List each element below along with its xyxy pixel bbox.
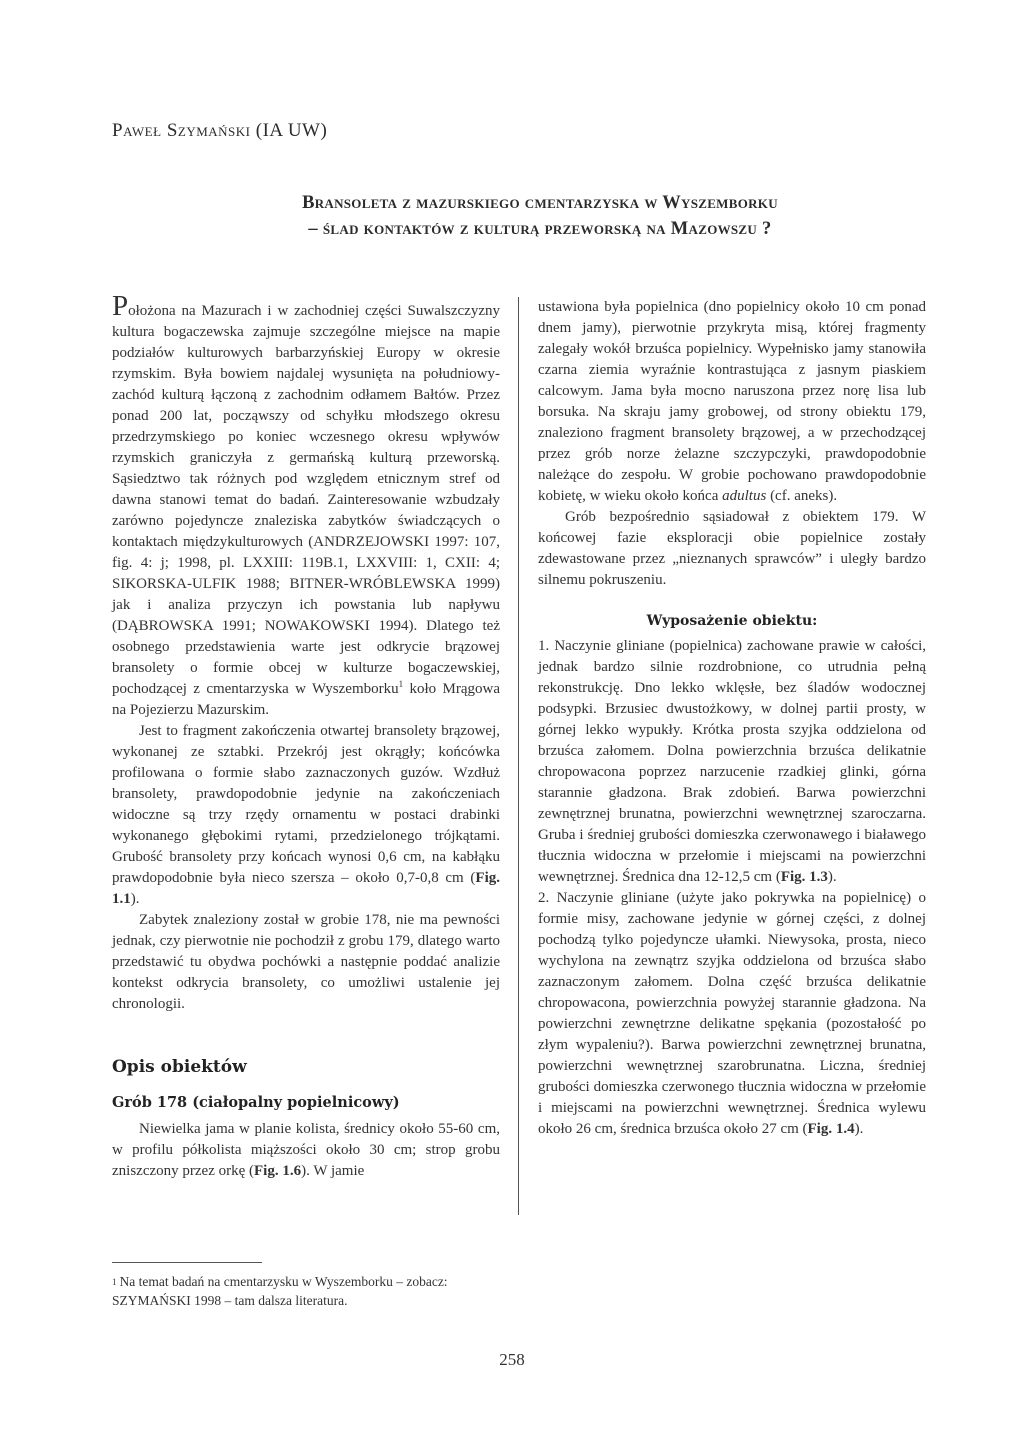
intro-text: ołożona na Mazurach i w zachodniej części Suwalszczyzny kultura bogaczewska zajmuje szczególne miejsce na mapie podziałów kulturowych barbarzyńskiej Europy w okresie rzymskim. Była bowiem najdalej wysunięta na południowy-zachód kulturą łączoną z zachodnim odłamem Bałtów. Przez ponad 200 lat, począwszy od schyłku młodszego okresu przedrzymskiego po koniec wczesnego okresu wpływów rzymskich graniczyła z germańską kulturą przeworską. Sąsiedztwo tak różnych pod względem etnicznym stref od dawna stanowi temat do badań. Zainteresowanie wzbudzały zarówno pojedyncze znaleziska zabytków świadczących o kontaktach międzykulturowych (ANDRZEJOWSKI 1997: 107, fig. 4: j; 1998, pl. LXXIII: 119B.1, LXXVIII: 1, CXII: 4; SIKORSKA-ULFIK 1988; BITNER-WRÓBLEWSKA 1999) jak i analiza przyczyn ich powstania lub napływu (DĄBROWSKA 1991; NOWAKOWSKI 1994). Dlatego też osobnego przedstawienia warte jest odkrycie brązowej bransolety o formie obcej w kulturze bogaczewskiej, pochodzącej z cmentarzyska w Wyszemborku xyxy=(112,303,500,697)
inventory-heading: Wyposażenie obiektu: xyxy=(646,613,818,629)
article-title xyxy=(195,190,885,242)
footnote xyxy=(112,1272,512,1310)
title-line-1: Bransoleta z mazurskiego cmentarzyska w Wyszemborku xyxy=(302,193,778,213)
author-line: Paweł Szymański (IA UW) xyxy=(112,120,328,141)
footnote-reference: 1 xyxy=(398,679,404,689)
figure-reference: Fig. 1.3 xyxy=(780,869,828,885)
right-column xyxy=(538,297,926,1140)
section-heading: Opis obiektów xyxy=(112,1057,247,1077)
inventory-item-2 xyxy=(538,888,926,1140)
description-tail: ). xyxy=(130,891,140,907)
figure-reference: Fig. 1.4 xyxy=(807,1121,855,1137)
description-text: Jest to fragment zakończenia otwartej bransolety brązowej, wykonanej ze sztabki. Przekrój jest okrągły; końcówka profilowana o formie słabo zaznaczonych guzów. Wzdłuż bransolety, prawdopodobnie jedynie na zakończeniach widoczne są trzy rzędy ornamentu w postaci drabinki wykonanego głębokimi rytami, przedzielonego trójkątami. Grubość bransolety przy końcach wynosi 0,6 cm, na kabłąku prawdopodobnie była nieco szersza – około 0,7-0,8 cm ( xyxy=(112,723,500,886)
footnote-separator xyxy=(112,1262,262,1263)
context-paragraph: Zabytek znaleziony został w grobie 178, nie ma pewności jednak, czy pierwotnie nie pochodził z grobu 179, dlatego warto przedstawić tu obydwa pochówki a następnie poddać analizie kontekst odkrycia bransolety, co umożliwi ustalenie jej chronologii. xyxy=(112,912,500,1012)
description-paragraph xyxy=(112,721,500,910)
italic-term: adultus xyxy=(722,488,767,504)
figure-reference: Fig. 1.1 xyxy=(112,870,500,907)
page-number: 258 xyxy=(499,1350,525,1369)
column-divider xyxy=(518,297,519,1215)
inventory-item-1 xyxy=(538,636,926,888)
intro-paragraph xyxy=(112,290,500,721)
grave-continuation-tail: (cf. aneks). xyxy=(766,488,838,504)
grave-description-text: Niewielka jama w planie kolista, średnicy około 55-60 cm, w profilu półkolista miąższości około 30 cm; strop grobu zniszczony przez orkę ( xyxy=(112,1121,500,1179)
footnote-text: Na temat badań na cmentarzysku w Wyszemborku – zobacz: SZYMAŃSKI 1998 – tam dalsza literatura. xyxy=(112,1274,448,1308)
drop-cap: P xyxy=(112,290,129,322)
subsection-heading: Grób 178 (ciałopalny popielnicowy) xyxy=(112,1094,400,1111)
left-column xyxy=(112,290,500,1182)
inventory-item-2-text: 2. Naczynie gliniane (użyte jako pokrywka na popielnicę) o formie misy, zachowane jedynie w górnej części, z dolnej pochodzą tylko pojedyncze ułamki. Niewysoka, prosta, nieco wychylona na zewnątrz szyjka oddzielona od brzuśca słabo zaznaczonym załomem. Dolna część brzuśca delikatnie chropowacona, powierzchnia powyżej starannie gładzona. Na powierzchni zewnętrzne delikatne spękania (pozostałość po złym wypaleniu?). Barwa powierzchni zewnętrznej brunatna, powierzchni wewnętrznej szarobrunatna. Liczna, średniej grubości domieszka czerwonego tłucznia widoczna w przełomie i miejscami na powierzchni wewnętrznej. Średnica wylewu około 26 cm, średnica brzuśca około 27 cm ( xyxy=(538,890,926,1137)
inventory-item-1-tail: ). xyxy=(827,869,837,885)
neighbour-paragraph: Grób bezpośrednio sąsiadował z obiektem 179. W końcowej fazie eksploracji obie popielnice zostały zdewastowane przez „nieznanych sprawców” i uległy bardzo silnemu pokruszeniu. xyxy=(538,509,926,588)
figure-reference: Fig. 1.6 xyxy=(254,1163,302,1179)
grave-continuation-paragraph xyxy=(538,297,926,507)
grave-description-paragraph xyxy=(112,1119,500,1182)
inventory-item-2-tail: ). xyxy=(854,1121,864,1137)
grave-continuation-text: ustawiona była popielnica (dno popielnicy około 10 cm ponad dnem jamy), pierwotnie przykryta misą, której fragmenty zalegały wokół brzuśca popielnicy. Wypełnisko jamy stanowiła czarna ziemia wyraźnie kontrastująca z jasnym piaskiem calcowym. Jama była mocno naruszona przez norę lisa lub borsuka. Na skraju jamy grobowej, od strony obiektu 179, znaleziono fragment bransolety brązowej, a w przechodzącej przez grób norze żelazne szczypczyki, prawdopodobnie należące do zespołu. W grobie pochowano prawdopodobnie kobietę, w wieku około końca xyxy=(538,299,926,504)
footnote-mark: 1 xyxy=(112,1277,117,1287)
inventory-item-1-text: 1. Naczynie gliniane (popielnica) zachowane prawie w całości, jednak bardzo silnie rozdrobnione, co utrudnia pełną rekonstrukcję. Dno lekko wklęsłe, bez śladów wodocznej podsypki. Brzusiec dwustożkowy, w dolnej partii prosty, w górnej lekko wypukły. Krótka prosta szyjka oddzielona od brzuśca załomem. Dolna powierzchnia brzuśca delikatnie chropowacona poprzez narzucenie rzadkiej glinki, górna starannie gładzona. Brak zdobień. Barwa powierzchni zewnętrznej brunatna, powierzchni wewnętrznej szaroczarna. Gruba i średniej grubości domieszka czerwonawego i białawego tłucznia widoczna w przełomie i miejscami na powierzchni wewnętrznej. Średnica dna 12-12,5 cm ( xyxy=(538,638,926,885)
grave-description-tail: ). W jamie xyxy=(301,1163,365,1179)
intro-text-tail: koło Mrągowa na Pojezierzu Mazurskim. xyxy=(112,681,500,718)
title-line-2: – ślad kontaktów z kulturą przeworską na Mazowszu ? xyxy=(308,219,772,239)
